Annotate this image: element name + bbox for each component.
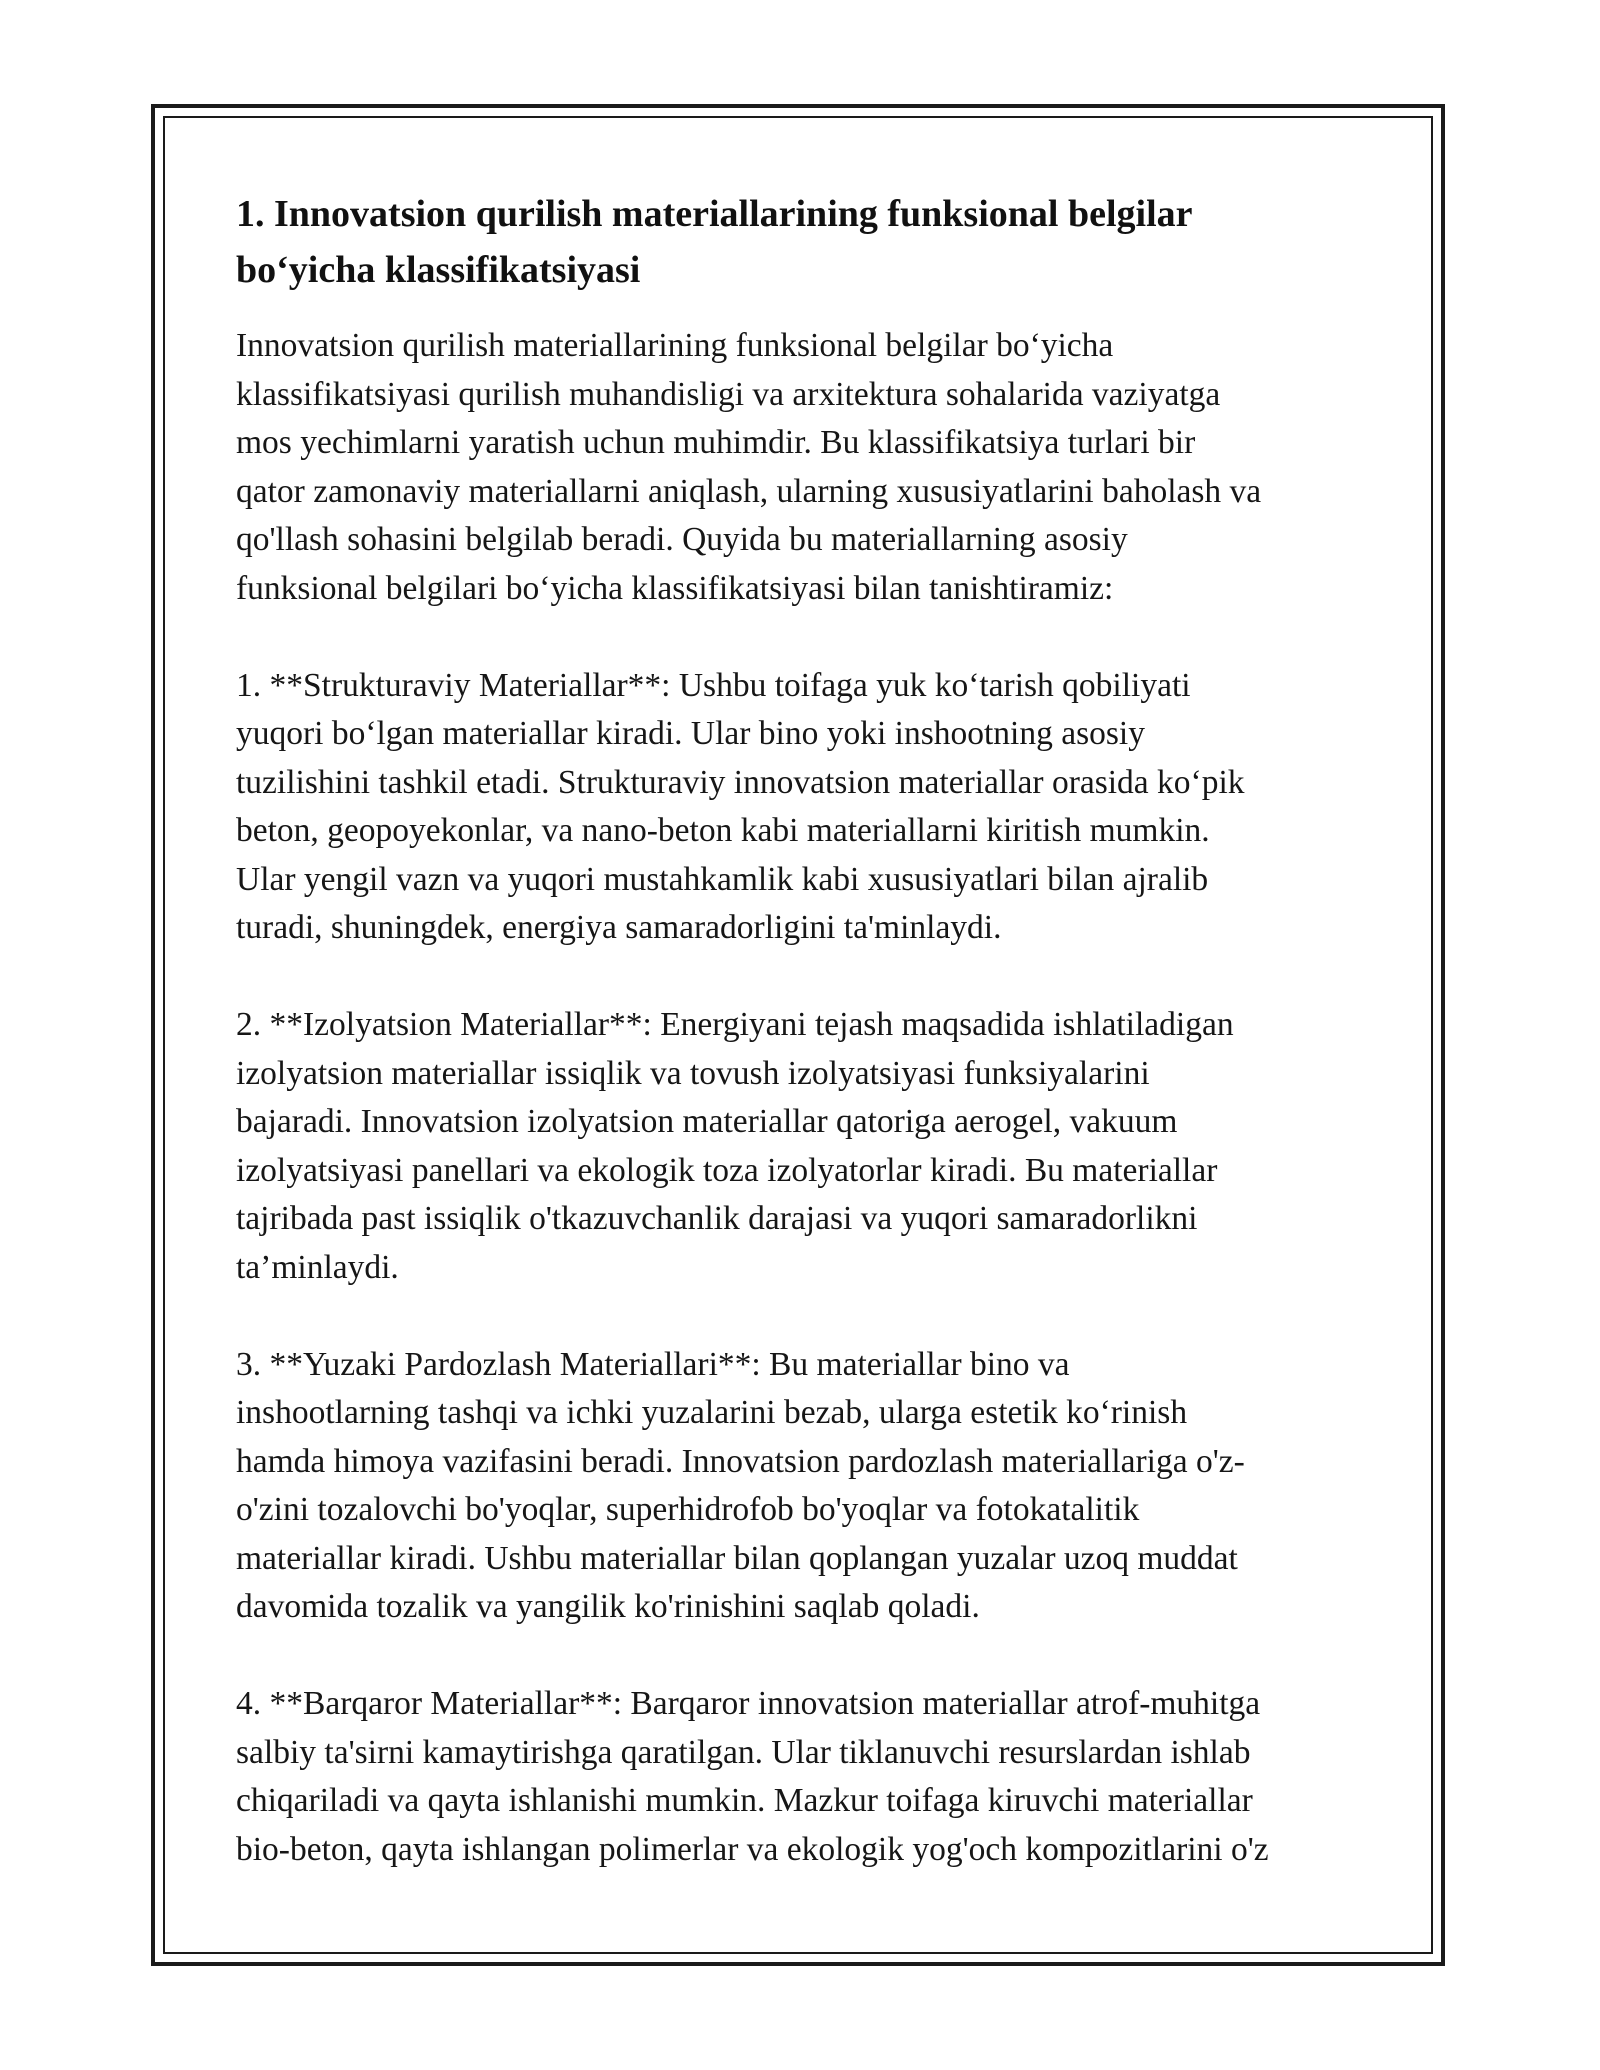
text-line: Innovatsion qurilish materiallarining funksional belgilar bo‘yicha	[236, 327, 1114, 364]
text-line: qo'llash sohasini belgilab beradi. Quyida bu materiallarning asosiy	[236, 521, 1128, 558]
text-line: 2. **Izolyatsion Materiallar**: Energiyani tejash maqsadida ishlatiladigan	[236, 1006, 1234, 1043]
section-heading	[236, 186, 1386, 298]
text-line: 3. **Yuzaki Pardozlash Materiallari**: Bu materiallar bino va	[236, 1345, 1070, 1383]
text-line: izolyatsiyasi panellari va ekologik toza izolyatorlar kiradi. Bu materiallar	[236, 1151, 1218, 1189]
text-line: chiqariladi va qayta ishlanishi mumkin. Mazkur toifaga kiruvchi materiallar	[236, 1782, 1253, 1819]
text-line: funksional belgilari bo‘yicha klassifikatsiyasi bilan tanishtiramiz:	[236, 569, 1114, 607]
heading-line: bo‘yicha klassifikatsiyasi	[236, 249, 641, 291]
text-line: qator zamonaviy materiallarni aniqlash, ularning xususiyatlarini baholash va	[236, 472, 1262, 510]
text-line: hamda himoya vazifasini beradi. Innovatsion pardozlash materiallariga o'z-	[236, 1442, 1245, 1480]
text-line: tuzilishini tashkil etadi. Strukturaviy innovatsion materiallar orasida ko‘pik	[236, 763, 1245, 801]
finishing-materials-paragraph	[236, 1341, 1386, 1632]
text-line: Ular yengil vazn va yuqori mustahkamlik kabi xususiyatlari bilan ajralib	[236, 860, 1209, 898]
sustainable-materials-paragraph	[236, 1680, 1386, 1874]
text-line: inshootlarning tashqi va ichki yuzalarini bezab, ularga estetik ko‘rinish	[236, 1394, 1188, 1431]
text-line: ta’minlaydi.	[236, 1248, 399, 1286]
text-line: turadi, shuningdek, energiya samaradorligini ta'minlaydi.	[236, 909, 1002, 946]
text-line: salbiy ta'sirni kamaytirishga qaratilgan. Ular tiklanuvchi resurslardan ishlab	[236, 1733, 1251, 1771]
heading-line: 1. Innovatsion qurilish materiallarining funksional belgilar	[236, 193, 1193, 235]
intro-paragraph	[236, 322, 1386, 613]
insulation-materials-paragraph	[236, 1001, 1386, 1292]
text-line: o'zini tozalovchi bo'yoqlar, superhidrofob bo'yoqlar va fotokatalitik	[236, 1491, 1140, 1528]
text-line: tajribada past issiqlik o'tkazuvchanlik darajasi va yuqori samaradorlikni	[236, 1200, 1198, 1237]
text-line: mos yechimlarni yaratish uchun muhimdir. Bu klassifikatsiya turlari bir	[236, 424, 1196, 461]
structural-materials-paragraph	[236, 662, 1386, 953]
text-line: bio-beton, qayta ishlangan polimerlar va ekologik yog'och kompozitlarini o'z	[236, 1830, 1269, 1868]
text-line: izolyatsion materiallar issiqlik va tovush izolyatsiyasi funksiyalarini	[236, 1054, 1150, 1092]
text-line: 1. **Strukturaviy Materiallar**: Ushbu toifaga yuk ko‘tarish qobiliyati	[236, 666, 1191, 704]
text-line: klassifikatsiyasi qurilish muhandisligi va arxitektura sohalarida vaziyatga	[236, 375, 1221, 413]
document-body	[236, 186, 1386, 1874]
text-line: materiallar kiradi. Ushbu materiallar bilan qoplangan yuzalar uzoq muddat	[236, 1539, 1238, 1577]
text-line: beton, geopoyekonlar, va nano-beton kabi materiallarni kiritish mumkin.	[236, 812, 1210, 849]
text-line: bajaradi. Innovatsion izolyatsion materiallar qatoriga aerogel, vakuum	[236, 1103, 1178, 1140]
text-line: 4. **Barqaror Materiallar**: Barqaror innovatsion materiallar atrof-muhitga	[236, 1685, 1261, 1722]
text-line: yuqori bo‘lgan materiallar kiradi. Ular bino yoki inshootning asosiy	[236, 715, 1145, 752]
text-line: davomida tozalik va yangilik ko'rinishini saqlab qoladi.	[236, 1588, 980, 1625]
